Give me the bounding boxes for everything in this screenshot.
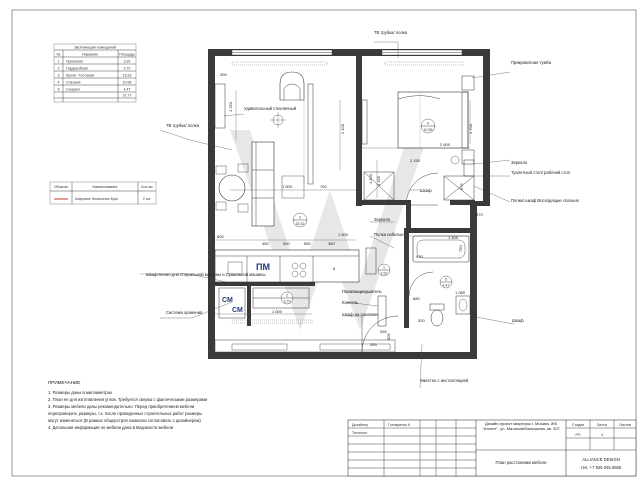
dim-1800: 1 800 (368, 173, 373, 184)
dim-880: 880 (413, 296, 420, 301)
explication-row-1-num: 1 (57, 59, 60, 64)
explication-row-3-area: 15,32 (122, 73, 132, 78)
x-mark: x (333, 266, 336, 271)
legend-row-qty: 2 шт. (142, 197, 152, 201)
explication-row-3-name: Кухня - Гостиная (66, 73, 94, 78)
dining-table (216, 164, 248, 212)
notes-title: ПРИМЕЧАНИЕ (48, 380, 81, 385)
explication-row-4-name: Спальня (66, 80, 81, 85)
bedside-table-label: Прикроватная тумба (511, 60, 552, 65)
notes-line-2: 2. План не для изготовления углов. Требуется сверка с фактическими размерами (48, 397, 208, 402)
dishwasher-label: ПМ (256, 262, 270, 272)
dim-2150: 2 150 (410, 158, 421, 163)
dim-805: 805 (386, 333, 391, 340)
explication-title: Экспликация помещений (73, 45, 117, 50)
bedroom-tv (362, 100, 367, 144)
vanity-table (464, 160, 474, 176)
room-1-number: 1 (383, 265, 385, 270)
dim-1000: 1 000 (282, 184, 293, 189)
stamp-sheet-title: План расстановки мебели (495, 460, 547, 465)
explication-total-area: 37,77 (122, 93, 132, 98)
dim-top-300: 300 (220, 72, 227, 77)
explication-row-4-area: 10,96 (122, 80, 132, 85)
vanity-label: Туалетный стол/ рабочий стол (511, 170, 571, 175)
legend-header-qty: Кол-во (141, 185, 153, 189)
room-1-area: 3,92 (380, 271, 388, 276)
desk-chair-label: Удивительный стеклянный (244, 106, 297, 111)
explication-header-num: № (56, 52, 61, 57)
wardrobe-left-label: Шкаф-пенал для Стиральной машины и Сушильной машины (146, 272, 266, 277)
dim-380: 380 (328, 241, 335, 246)
stamp-project-box (478, 421, 564, 449)
toilet (430, 304, 444, 326)
dim-2100: 2 100 (340, 123, 345, 134)
legend-header-symbol: Обознач (53, 185, 69, 189)
closet-label: Шкаф (420, 188, 432, 193)
room-label-1 (378, 264, 390, 276)
dim-920: 920 (416, 254, 423, 259)
dim-1250: 1 250 (228, 101, 233, 112)
explication-header-name: Название (81, 52, 99, 57)
room-label-5 (440, 276, 452, 288)
installation-label: Уместно с инсталляцией (420, 378, 469, 383)
dim-700: 700 (320, 184, 327, 189)
stamp-phone: тел. +7 925 045 6555 (580, 465, 622, 470)
desk (215, 84, 225, 128)
stamp-role-tech: Технолог (352, 431, 368, 435)
dim-355: 355 (370, 342, 377, 347)
stamp-company: ALLIANCE DESIGN (582, 457, 620, 462)
storage-system-label: Система хранения (166, 310, 203, 315)
room-5-number: 5 (445, 277, 447, 282)
towel-dryer-label: Полотенцесушитель (342, 289, 382, 294)
bed (398, 92, 468, 148)
dim-600: 600 (217, 234, 224, 239)
explication-row-3-num: 3 (57, 73, 60, 78)
room-2-area: 3,70 (283, 299, 291, 304)
dim-2600: 2 600 (440, 142, 451, 147)
room-2-number: 2 (286, 293, 288, 298)
stamp-col-sheet: Листы (596, 423, 608, 427)
tv-top-label: ТВ трубка/ полка (374, 30, 408, 35)
washbasin (456, 296, 470, 314)
console-label: Консоль (342, 300, 359, 305)
dim-470: 470 (476, 212, 483, 217)
room-3-area: 15,32 (295, 222, 305, 226)
stamp-designer-name: Гончаренко К. (388, 423, 412, 427)
room-label-2 (281, 292, 293, 304)
washbasin-cabinet-label: Шкаф на раковине (342, 312, 379, 317)
hall-shelf-label: Полка набитые (374, 232, 404, 237)
stamp-project: Дизайн-проект квартиры г. Москва, ЖК "Атлант", ул. Малахов/Малышева, кв. 307 (482, 421, 560, 431)
stamp-sheet-value: 4 (601, 433, 603, 437)
dim-1500: 1 500 (338, 232, 349, 237)
room-label-3 (293, 213, 307, 227)
stamp-col-sheets: Листов (619, 423, 631, 427)
dim-1400: 1 400 (448, 235, 459, 240)
stamp-role-designer: Дизайнер (352, 423, 369, 427)
notes-line-3: 3. Размеры мебели даны рекомендательно. Перед приобретением мебели (48, 404, 195, 409)
sofa (252, 142, 274, 226)
dim-450: 450 (262, 241, 269, 246)
explication-row-2-area: 3,70 (123, 66, 131, 71)
shelves-label: Полки/ шкаф Восходящие спальня (511, 198, 579, 203)
explication-header-area: Площадь (119, 52, 135, 57)
explication-row-5-area: 4,47 (123, 87, 131, 92)
stamp-stage-value: РП (575, 433, 581, 437)
legend-table (50, 182, 156, 204)
kitchen-counter (215, 250, 359, 282)
explication-row-5-num: 5 (57, 87, 60, 92)
armchair (280, 72, 304, 100)
notes-line-5: могут изменяться (В рамках общерстроя комнатки согласовать с дизайнером) (48, 418, 201, 423)
dim-675: 675 (459, 183, 464, 190)
washing-machine-label: СМ (222, 297, 233, 304)
explication-row-1-name: Прихожая (66, 59, 83, 64)
dim-650: 650 (304, 241, 311, 246)
entrance-door-swing (362, 316, 398, 352)
explication-row-2-num: 2 (57, 66, 60, 71)
notes-line-4: перепроверить размеры, т.к. после проведенных строительных работ размеры (48, 411, 203, 416)
dim-750: 750 (458, 245, 463, 252)
legend-header-name: Наименование (92, 185, 118, 189)
dim-1700: 1 700 (468, 123, 473, 134)
legend-row-name: Ковровое Кнопочное Бра! (75, 197, 119, 201)
dim-390: 390 (380, 329, 387, 334)
tv-left-label: ТВ трубка/ полка (166, 123, 200, 128)
notes-line-1: 1. Размеры даны в миллиметрах (48, 390, 113, 395)
living-tv-unit (308, 84, 313, 184)
notes-line-6: 4. Детальная информация по мебели дана в Ведомости мебели (48, 425, 174, 430)
stamp-col-stage: Стадия (571, 423, 585, 427)
explication-table (54, 44, 136, 102)
shelf-right-label: Шкаф (512, 318, 524, 323)
explication-row-5-name: Санузел (66, 87, 80, 92)
room-3-number: 3 (299, 215, 301, 220)
dim-500: 500 (283, 241, 290, 246)
explication-row-1-area: 3,92 (123, 59, 131, 64)
room-5-area: 4,47 (442, 283, 450, 288)
notes-block (48, 380, 208, 430)
dim-1600: 1 600 (272, 309, 283, 314)
room-4-area: 10,96 (423, 128, 433, 132)
room-label-4 (421, 119, 435, 133)
mirror-hall-label: Зеркало (374, 217, 391, 222)
title-block (348, 420, 636, 476)
mirror-label: Зеркало (511, 160, 528, 165)
vanity-chair (451, 156, 459, 164)
room-4-number: 4 (427, 121, 429, 126)
dim-320: 320 (418, 318, 425, 323)
bathroom-door-swing (409, 272, 433, 296)
explication-row-4-num: 4 (57, 80, 60, 85)
dim-1155: 1 155 (376, 175, 381, 186)
explication-row-2-name: Гардеробная (66, 66, 88, 71)
washing-machine-lower-label: СМ (232, 307, 243, 314)
dim-1080: 1 080 (455, 290, 466, 295)
